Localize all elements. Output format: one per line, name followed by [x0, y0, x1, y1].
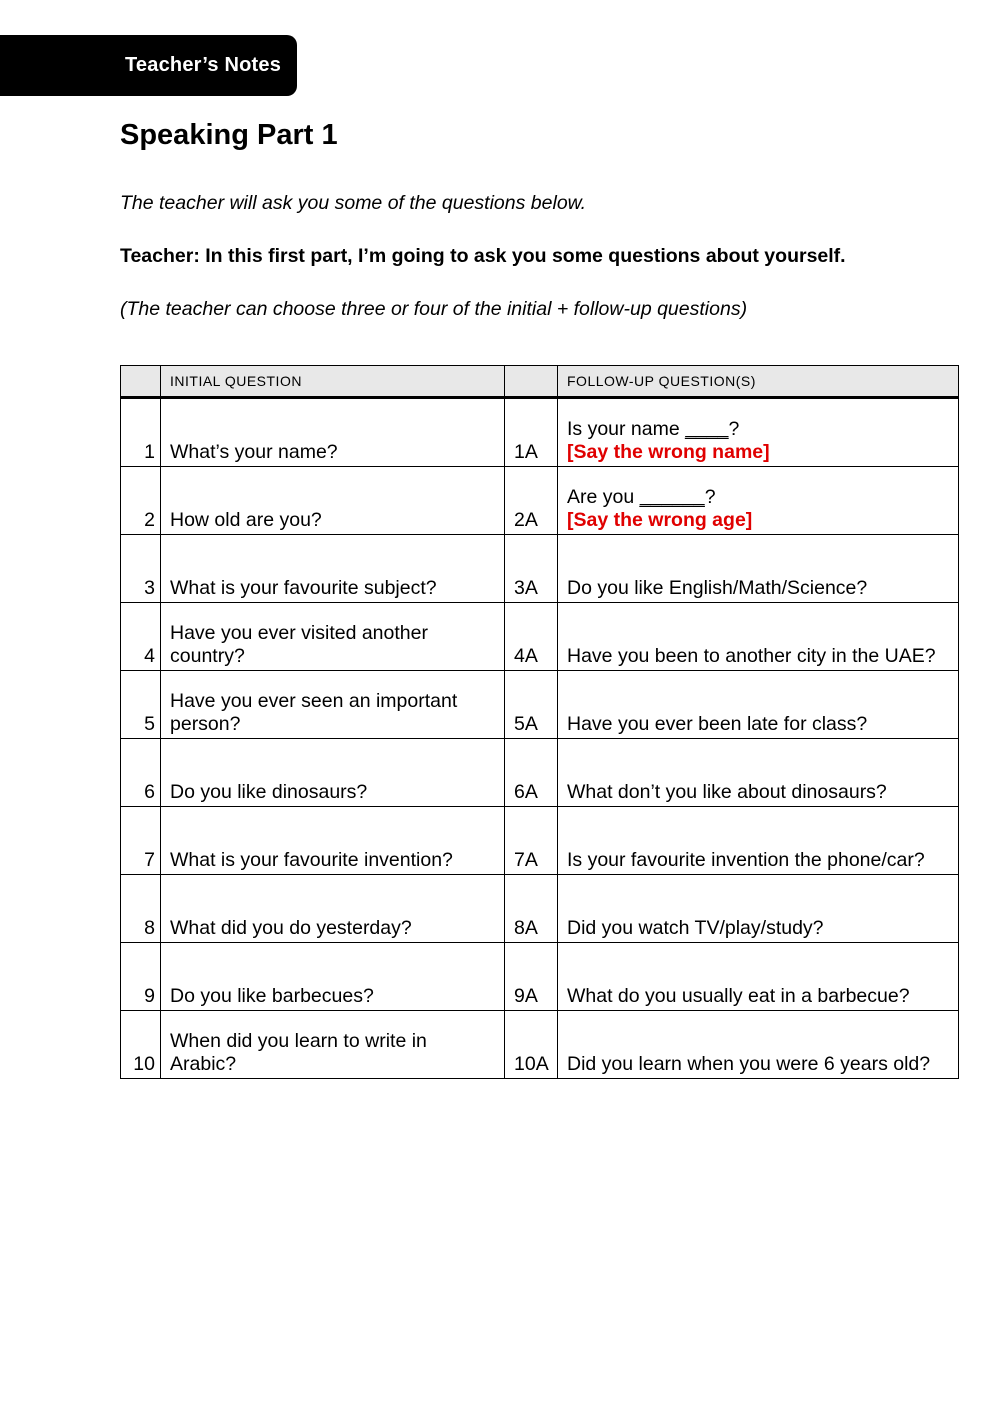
followup-code: 7A [505, 807, 558, 875]
followup-question: What don’t you like about dinosaurs? [558, 739, 959, 807]
followup-question: Is your favourite invention the phone/car? [558, 807, 959, 875]
followup-code: 4A [505, 603, 558, 671]
teacher-instruction: Teacher: In this first part, I’m going to ask you some questions about yourself. [120, 245, 846, 267]
row-number: 10 [121, 1011, 161, 1079]
followup-question: Have you ever been late for class? [558, 671, 959, 739]
header-num-cell [121, 366, 161, 398]
row-number: 5 [121, 671, 161, 739]
row-number: 2 [121, 467, 161, 535]
followup-question: Do you like English/Math/Science? [558, 535, 959, 603]
row-number: 6 [121, 739, 161, 807]
followup-text: Is your name [567, 418, 686, 440]
initial-question-line-2: person? [170, 713, 241, 735]
teacher-hint-red: [Say the wrong age] [567, 509, 753, 531]
answer-blank: ____ [685, 418, 729, 440]
row-number: 3 [121, 535, 161, 603]
table-row [121, 535, 959, 603]
initial-question: What did you do yesterday? [161, 875, 505, 943]
answer-blank: ______ [639, 486, 705, 508]
row-number: 9 [121, 943, 161, 1011]
page-title: Speaking Part 1 [120, 119, 338, 151]
followup-code: 3A [505, 535, 558, 603]
followup-question: Did you watch TV/play/study? [558, 875, 959, 943]
initial-question: Do you like dinosaurs? [161, 739, 505, 807]
teacher-hint-red: [Say the wrong name] [567, 441, 770, 463]
initial-question: What is your favourite subject? [161, 535, 505, 603]
questions-table [120, 365, 959, 1079]
header-initial-question: INITIAL QUESTION [161, 366, 505, 398]
initial-question-line-2: country? [170, 645, 245, 667]
header-code-cell [505, 366, 558, 398]
header-followup-question: FOLLOW-UP QUESTION(S) [558, 366, 959, 398]
followup-question: Did you learn when you were 6 years old? [558, 1011, 959, 1079]
row-number: 4 [121, 603, 161, 671]
table-row [121, 467, 959, 535]
followup-line [567, 486, 958, 509]
followup-code: 1A [505, 398, 558, 467]
tab-label: Teacher’s Notes [125, 54, 282, 76]
intro-text: The teacher will ask you some of the questions below. [120, 192, 587, 214]
table-row [121, 603, 959, 671]
followup-text-end: ? [704, 486, 716, 508]
table-row [121, 943, 959, 1011]
teachers-notes-tab [0, 35, 297, 96]
followup-line [567, 418, 958, 441]
table-row [121, 739, 959, 807]
initial-question-line-2: Arabic? [170, 1053, 237, 1075]
followup-question: Have you been to another city in the UAE? [558, 603, 959, 671]
followup-question [558, 467, 959, 535]
table-header-row [121, 366, 959, 398]
table-row [121, 807, 959, 875]
table-row [121, 875, 959, 943]
initial-question [161, 1011, 505, 1079]
initial-question: How old are you? [161, 467, 505, 535]
initial-question-line-1: When did you learn to write in [170, 1030, 427, 1052]
followup-code: 8A [505, 875, 558, 943]
followup-text: Are you [567, 486, 640, 508]
initial-question: What’s your name? [161, 398, 505, 467]
row-number: 8 [121, 875, 161, 943]
followup-code: 10A [505, 1011, 558, 1079]
initial-question-line-1: Have you ever seen an important [170, 690, 458, 712]
followup-question [558, 398, 959, 467]
initial-question [161, 671, 505, 739]
followup-code: 6A [505, 739, 558, 807]
followup-code: 9A [505, 943, 558, 1011]
followup-question: What do you usually eat in a barbecue? [558, 943, 959, 1011]
table-row [121, 671, 959, 739]
teacher-note: (The teacher can choose three or four of the initial + follow-up questions) [120, 298, 748, 320]
initial-question-line-1: Have you ever visited another [170, 622, 428, 644]
followup-code: 2A [505, 467, 558, 535]
table-row [121, 1011, 959, 1079]
followup-text-end: ? [728, 418, 740, 440]
followup-code: 5A [505, 671, 558, 739]
table-row [121, 398, 959, 467]
row-number: 7 [121, 807, 161, 875]
initial-question: What is your favourite invention? [161, 807, 505, 875]
initial-question [161, 603, 505, 671]
row-number: 1 [121, 398, 161, 467]
initial-question: Do you like barbecues? [161, 943, 505, 1011]
